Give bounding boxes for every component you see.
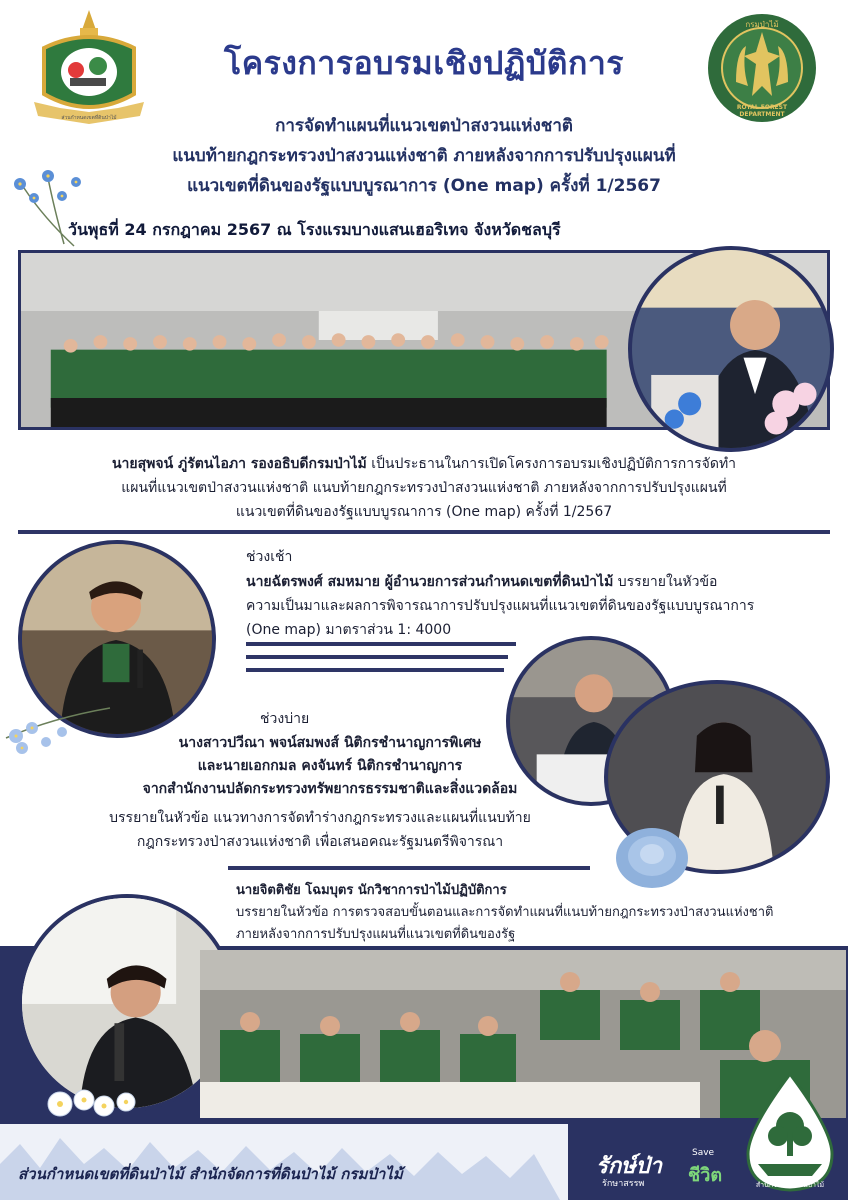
afternoon-topic-line-1: บรรยายในหัวข้อ แนวทางการจัดทำร่างกฎกระทรวงและแผนที่แนบท้าย bbox=[109, 810, 531, 826]
third-line-3: ภายหลังจากการปรับปรุงแผนที่แนวเขตที่ดินของรัฐ bbox=[236, 927, 516, 942]
afternoon-speaker-1: นางสาวปวีณา พจน์สมพงส์ นิติกรชำนาญการพิเศษ bbox=[178, 735, 482, 751]
afternoon-label: ช่วงบ่าย bbox=[260, 711, 310, 727]
chair-line-1 bbox=[18, 452, 830, 476]
right-logo bbox=[706, 12, 818, 124]
afternoon-speaker-org: จากสำนักงานปลัดกระทรวงทรัพยากรธรรมชาติและสิ่งแวดล้อม bbox=[142, 781, 518, 797]
divider-rule bbox=[246, 668, 504, 672]
chair-line-1-rest: เป็นประธานในการเปิดโครงการอบรมเชิงปฏิบัติการการจัดทำ bbox=[366, 456, 737, 472]
right-logo-bottom-text: ROYAL FOREST DEPARTMENT bbox=[736, 104, 788, 118]
water-drop-tree-emblem-icon bbox=[742, 1070, 838, 1194]
morning-line-1 bbox=[246, 570, 846, 594]
chair-line-2: แผนที่แนวเขตป่าสงวนแห่งชาติ แนบท้ายกฎกระทรวงป่าสงวนแห่งชาติ ภายหลังจากการปรับปรุงแผนที่ bbox=[121, 480, 727, 496]
divider-rule bbox=[18, 530, 830, 534]
right-logo-top-text: กรมป่าไม้ bbox=[745, 20, 779, 29]
afternoon-speakers bbox=[60, 732, 600, 801]
chair-line-3: แนวเขตที่ดินของรัฐแบบบูรณาการ (One map) ครั้งที่ 1/2567 bbox=[235, 504, 613, 520]
badge-text: สำนักจัดการที่ดินป่าไม้ bbox=[755, 1181, 825, 1189]
left-logo-caption: ส่วนกำหนดเขตที่ดินป่าไม้ bbox=[61, 115, 117, 121]
chair-paragraph bbox=[18, 452, 830, 524]
footer-text: ส่วนกำหนดเขตที่ดินป่าไม้ สำนักจัดการที่ดินป่าไม้ กรมป่าไม้ bbox=[18, 1165, 403, 1183]
subtitle-line-1: การจัดทำแผนที่แนวเขตป่าสงวนแห่งชาติ bbox=[275, 116, 573, 136]
slogan-logo bbox=[596, 1144, 736, 1194]
white-flowers-icon bbox=[40, 1084, 160, 1124]
morning-line-2: ความเป็นมาและผลการพิจารณาการปรับปรุงแผนที่แนวเขตที่ดินของรัฐแบบบูรณาการ bbox=[246, 598, 755, 614]
divider-rule bbox=[246, 642, 516, 646]
slogan-sub: รักษาสรรพ bbox=[602, 1179, 645, 1189]
third-speaker: นายจิตติชัย โฉมบุตร นักวิชาการป่าไม้ปฏิบัติการ bbox=[236, 883, 507, 898]
slogan-save: Save bbox=[692, 1148, 715, 1158]
morning-label: ช่วงเช้า bbox=[246, 549, 293, 565]
morning-paragraph bbox=[246, 570, 846, 642]
page-title: โครงการอบรมเชิงปฏิบัติการ bbox=[224, 44, 624, 82]
date-venue-line: วันพุธที่ 24 กรกฎาคม 2567 ณ โรงแรมบางแสนเฮอริเทจ จังหวัดชลบุรี bbox=[68, 220, 561, 239]
land-management-badge bbox=[742, 1070, 838, 1194]
morning-speaker: นายฉัตรพงศ์ สมหมาย ผู้อำนวยการส่วนกำหนดเขตที่ดินป่าไม้ bbox=[246, 574, 614, 590]
slogan-life: ชีวิต bbox=[688, 1165, 723, 1186]
slogan-main: รักษ์ป่า bbox=[596, 1154, 662, 1179]
third-paragraph bbox=[236, 880, 846, 946]
afternoon-speaker-2: และนายเอกกมล คงจันทร์ นิติกรชำนาญการ bbox=[197, 758, 463, 774]
third-line-2: บรรยายในหัวข้อ การตรวจสอบขั้นตอนและการจัดทำแผนที่แนบท้ายกฎกระทรวงป่าสงวนแห่งชาติ bbox=[236, 905, 774, 920]
chair-name: นายสุพจน์ ภู่รัตนไอภา รองอธิบดีกรมป่าไม้ bbox=[111, 456, 367, 472]
afternoon-topic-line-2: กฎกระทรวงป่าสงวนแห่งชาติ เพื่อเสนอคณะรัฐมนตรีพิจารณา bbox=[136, 834, 504, 850]
chair-speaker-photo bbox=[628, 246, 834, 452]
divider-rule bbox=[228, 866, 590, 870]
morning-line-3: (One map) มาตราส่วน 1: 4000 bbox=[246, 622, 452, 638]
afternoon-topic bbox=[40, 806, 600, 854]
subtitle-line-3: แนวเขตที่ดินของรัฐแบบบูรณาการ (One map) ครั้งที่ 1/2567 bbox=[187, 176, 661, 196]
divider-rule bbox=[246, 655, 508, 659]
morning-line-1-rest: บรรยายในหัวข้อ bbox=[613, 574, 718, 590]
subtitle-line-2: แนบท้ายกฎกระทรวงป่าสงวนแห่งชาติ ภายหลังจากการปรับปรุงแผนที่ bbox=[172, 146, 676, 166]
